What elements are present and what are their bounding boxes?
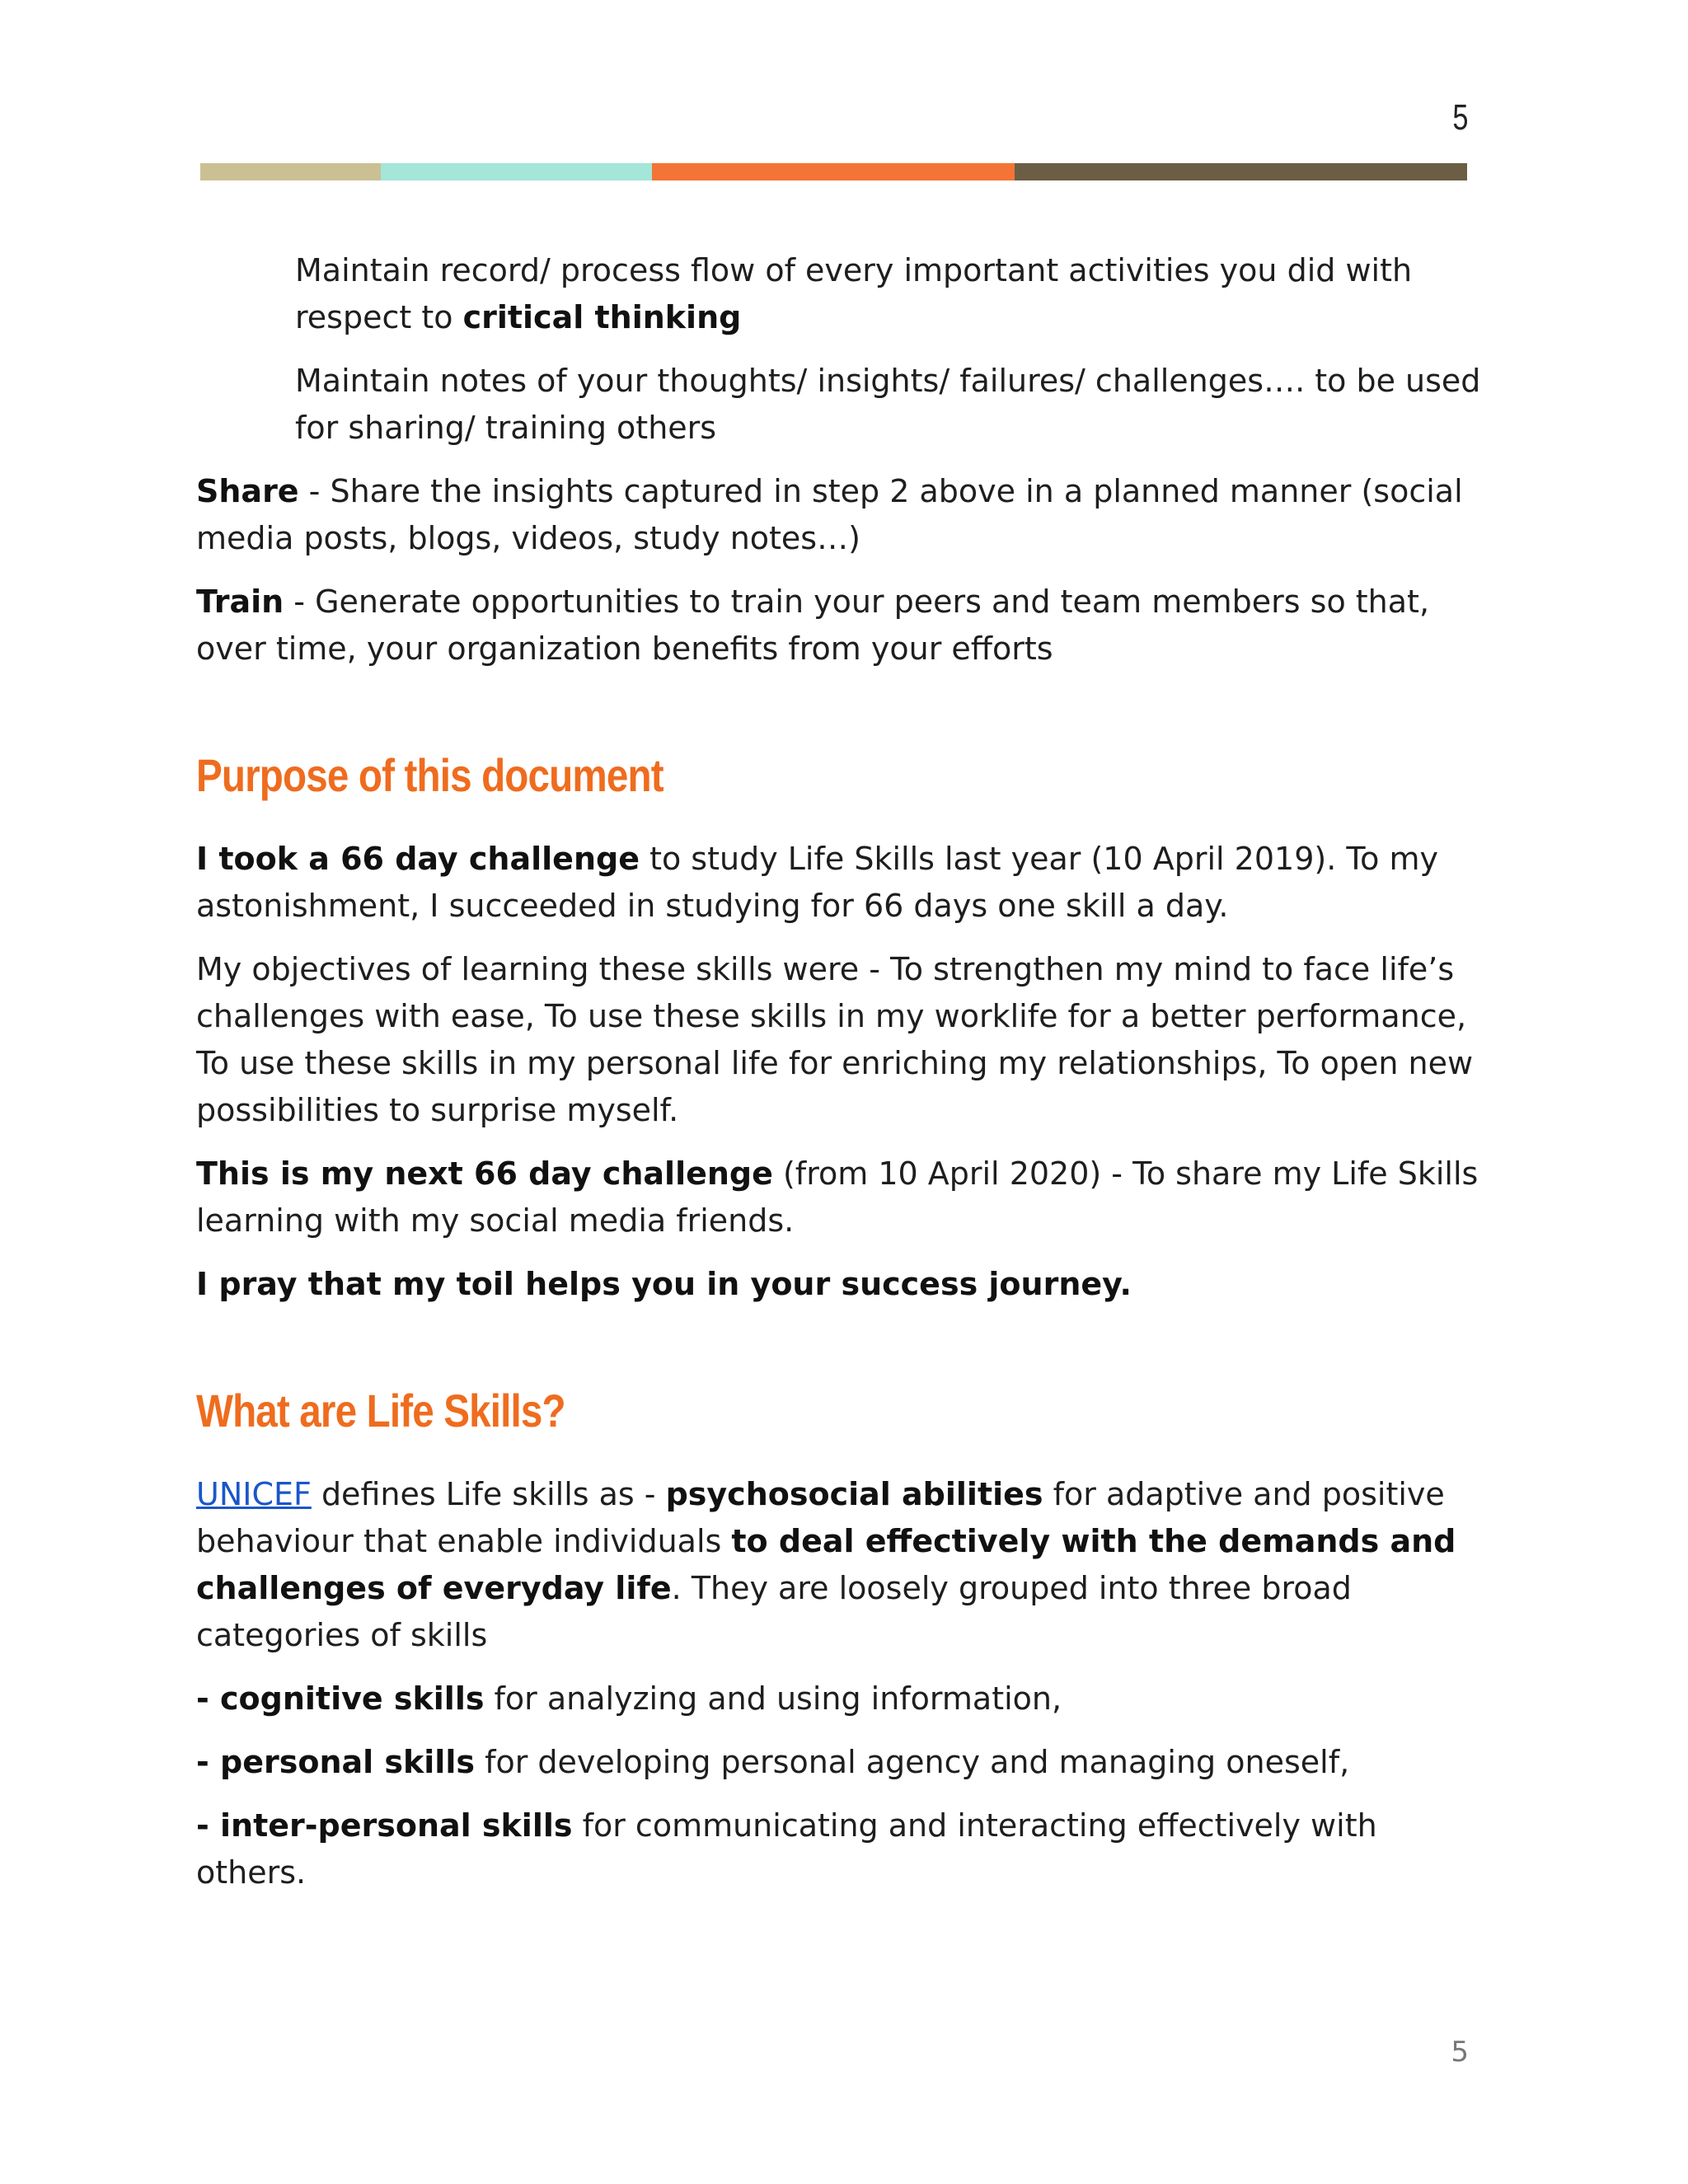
paragraph-bold-text: critical thinking	[462, 299, 742, 335]
paragraph-next-challenge	[196, 1151, 1482, 1244]
heading-life-skills: What are Life Skills?	[196, 1385, 565, 1436]
paragraph-text: Maintain record/ process flow of every important activities you did with respect to	[295, 252, 1413, 335]
page-number-top: 5	[1451, 97, 1468, 138]
list-item-cognitive	[196, 1675, 1482, 1722]
list-item-text: for developing personal agency and managing oneself,	[474, 1744, 1350, 1780]
list-item-bold: - cognitive skills	[196, 1680, 485, 1717]
paragraph-text: defines Life skills as -	[311, 1476, 666, 1512]
paragraph-prayer	[196, 1261, 1482, 1308]
color-bar-segment-brown	[1015, 163, 1467, 180]
heading-purpose: Purpose of this document	[196, 749, 663, 801]
paragraph-bold-text: to deal effectively with the demands and challenges of everyday life	[196, 1523, 1456, 1606]
paragraph-text: - Generate opportunities to train your peers and team members so that, over time, your organization benefits from your efforts	[196, 583, 1430, 667]
list-item-text: for analyzing and using information,	[484, 1680, 1062, 1717]
paragraph-text: - Share the insights captured in step 2 above in a planned manner (social media posts, blogs, videos, study notes…)	[196, 473, 1463, 556]
document-body	[196, 247, 1482, 1913]
paragraph-share	[196, 468, 1482, 562]
paragraph-bold-text: I pray that my toil helps you in your success journey.	[196, 1266, 1132, 1302]
train-label: Train	[196, 583, 284, 620]
paragraph-bold-text: This is my next 66 day challenge	[196, 1155, 773, 1192]
paragraph-bold-text: I took a 66 day challenge	[196, 841, 640, 877]
list-item-text: for communicating and interacting effectively with others.	[196, 1807, 1377, 1891]
paragraph-text: for adaptive and positive behaviour that enable individuals	[196, 1476, 1445, 1559]
paragraph-unicef-definition	[196, 1471, 1482, 1659]
list-item-bold: - inter-personal skills	[196, 1807, 573, 1844]
list-item-inter-personal	[196, 1802, 1482, 1896]
color-bar-segment-aqua	[381, 163, 652, 180]
paragraph-text: My objectives of learning these skills were - To strengthen my mind to face life’s challenges with ease, To use these skills in my worklife for a better performance, To use these skills in my personal life for enriching my relationships, To open new possibilities to surprise myself.	[196, 951, 1474, 1128]
page-number-bottom: 5	[1451, 2036, 1469, 2069]
share-label: Share	[196, 473, 299, 509]
list-item-personal	[196, 1739, 1482, 1786]
color-bar-segment-orange	[652, 163, 1015, 180]
list-item-bold: - personal skills	[196, 1744, 475, 1780]
paragraph-text: Maintain notes of your thoughts/ insights/ failures/ challenges…. to be used for sharing/ training others	[295, 363, 1481, 446]
paragraph-bold-text: psychosocial abilities	[665, 1476, 1043, 1512]
paragraph-train	[196, 579, 1482, 673]
color-bar-segment-tan	[200, 163, 381, 180]
paragraph-maintain-notes	[295, 358, 1482, 452]
paragraph-text: . They are loosely grouped into three broad categories of skills	[196, 1570, 1352, 1653]
paragraph-objectives	[196, 946, 1482, 1134]
paragraph-text: (from 10 April 2020) - To share my Life Skills learning with my social media friends.	[196, 1155, 1479, 1239]
unicef-link[interactable]: UNICEF	[196, 1476, 312, 1512]
paragraph-challenge	[196, 836, 1482, 930]
paragraph-maintain-record	[295, 247, 1482, 341]
paragraph-text: to study Life Skills last year (10 April 2019). To my astonishment, I succeeded in studying for 66 days one skill a day.	[196, 841, 1438, 924]
header-color-bar	[200, 163, 1467, 180]
